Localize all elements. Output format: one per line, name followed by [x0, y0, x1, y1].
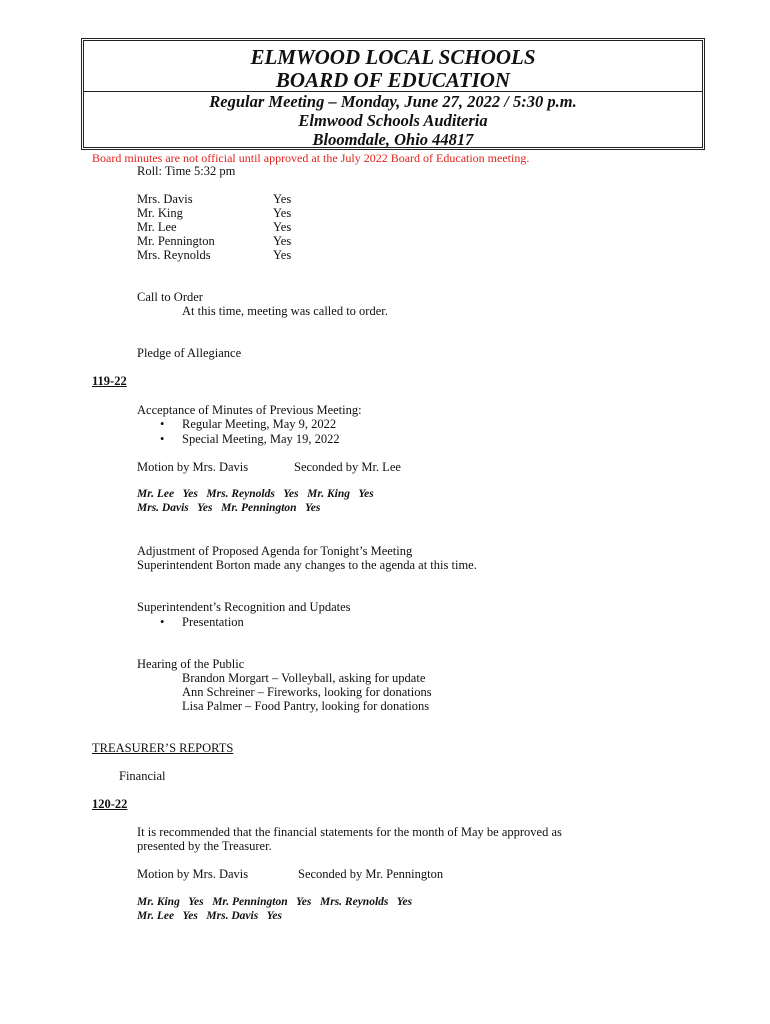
roll-vote: Yes	[273, 206, 292, 220]
agenda-title: Adjustment of Proposed Agenda for Tonight’s Meeting	[137, 544, 413, 558]
call-to-order-title: Call to Order	[137, 290, 203, 304]
meeting-title: Regular Meeting – Monday, June 27, 2022 / 5:30 p.m.	[209, 92, 577, 111]
roll-name: Mr. Pennington	[137, 234, 215, 248]
resolution-number: 120-22	[92, 797, 128, 811]
list-item: • Special Meeting, May 19, 2022	[182, 432, 340, 447]
hearing-title: Hearing of the Public	[137, 657, 245, 671]
roll-label: Roll: Time 5:32 pm	[137, 164, 236, 178]
vote-line: Mr. Lee Yes Mrs. Davis Yes	[137, 910, 282, 922]
minutes-title: Acceptance of Minutes of Previous Meeting:	[137, 403, 362, 417]
vote-line: Mr. Lee Yes Mrs. Reynolds Yes Mr. King Yes	[137, 488, 374, 500]
header-box	[81, 38, 705, 150]
list-item: • Regular Meeting, May 9, 2022	[182, 417, 336, 432]
agenda-text: Superintendent Borton made any changes to the agenda at this time.	[137, 558, 477, 572]
hearing-item: Ann Schreiner – Fireworks, looking for donations	[182, 685, 432, 699]
roll-vote: Yes	[273, 234, 292, 248]
resolution-text: It is recommended that the financial statements for the month of May be approved as	[137, 825, 562, 839]
treasurer-title: TREASURER’S REPORTS	[92, 741, 234, 755]
pledge-title: Pledge of Allegiance	[137, 346, 242, 360]
resolution-text: presented by the Treasurer.	[137, 839, 272, 853]
motion-by: Motion by Mrs. Davis	[137, 460, 249, 474]
hearing-item: Brandon Morgart – Volleyball, asking for update	[182, 671, 426, 685]
org-name: ELMWOOD LOCAL SCHOOLS	[250, 45, 536, 69]
roll-vote: Yes	[273, 248, 292, 262]
motion-by: Motion by Mrs. Davis	[137, 867, 249, 881]
call-to-order-text: At this time, meeting was called to order.	[182, 304, 388, 318]
roll-name: Mr. King	[137, 206, 183, 220]
roll-name: Mrs. Davis	[137, 192, 193, 206]
board-name: BOARD OF EDUCATION	[275, 68, 511, 92]
vote-line: Mr. King Yes Mr. Pennington Yes Mrs. Reynolds Yes	[137, 896, 413, 908]
roll-name: Mr. Lee	[137, 220, 177, 234]
official-notice: Board minutes are not official until approved at the July 2022 Board of Education meeting.	[92, 151, 530, 165]
seconded-by: Seconded by Mr. Pennington	[298, 867, 444, 881]
treasurer-sub: Financial	[119, 769, 166, 783]
roll-vote: Yes	[273, 220, 292, 234]
vote-line: Mrs. Davis Yes Mr. Pennington Yes	[137, 502, 321, 514]
meeting-city: Bloomdale, Ohio 44817	[312, 130, 474, 149]
meeting-location: Elmwood Schools Auditeria	[298, 111, 488, 130]
roll-vote: Yes	[273, 192, 292, 206]
seconded-by: Seconded by Mr. Lee	[294, 460, 401, 474]
roll-name: Mrs. Reynolds	[137, 248, 211, 262]
resolution-number: 119-22	[92, 374, 127, 388]
list-item: • Presentation	[182, 615, 244, 630]
recognition-title: Superintendent’s Recognition and Updates	[137, 600, 351, 614]
hearing-item: Lisa Palmer – Food Pantry, looking for donations	[182, 699, 430, 713]
